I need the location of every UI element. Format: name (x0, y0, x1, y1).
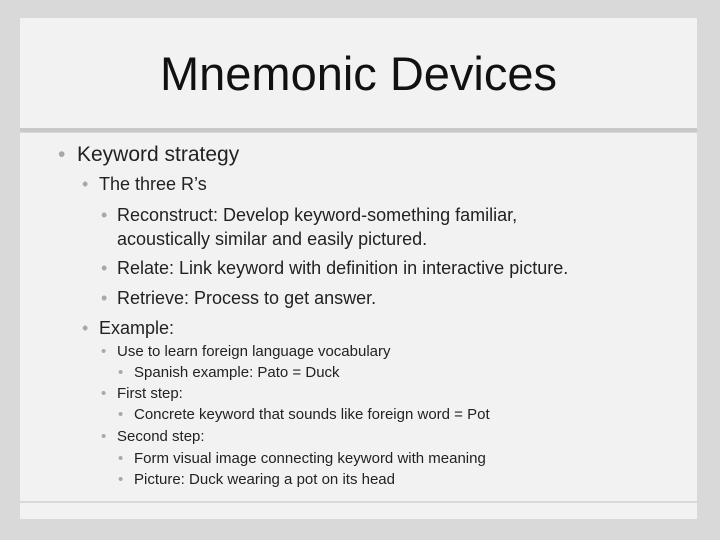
bullet-example: Example: (99, 318, 175, 338)
bullet-spanish-example: Spanish example: Pato = Duck (134, 364, 340, 381)
bullet-reconstruct-line2: acoustically similar and easily pictured. (117, 229, 428, 249)
slide-title: Mnemonic Devices (159, 47, 558, 100)
bullet-reconstruct-line1: Reconstruct: Develop keyword-something familiar, (117, 205, 518, 225)
bullet-dot: • (118, 364, 124, 381)
bullet-first-step: First step: (117, 385, 183, 402)
bullet-dot: • (82, 318, 89, 338)
bullet-retrieve: Retrieve: Process to get answer. (117, 288, 377, 308)
bullet-dot: • (101, 428, 107, 445)
bullet-concrete-keyword: Concrete keyword that sounds like foreign word = Pot (134, 406, 490, 423)
bullet-dot: • (82, 174, 89, 194)
bullet-dot: • (101, 205, 108, 225)
bullet-dot: • (118, 406, 124, 423)
bullet-dot: • (58, 143, 66, 166)
bullet-use-to-learn: Use to learn foreign language vocabulary (117, 343, 391, 360)
bullet-relate: Relate: Link keyword with definition in interactive picture. (117, 258, 569, 278)
title-panel (20, 18, 697, 132)
bullet-form-visual: Form visual image connecting keyword with meaning (134, 450, 486, 467)
bullet-keyword-strategy: Keyword strategy (77, 143, 240, 166)
bullet-three-rs: The three R’s (99, 174, 207, 194)
bullet-picture: Picture: Duck wearing a pot on its head (134, 471, 395, 488)
footer-panel (20, 503, 697, 519)
bullet-dot: • (101, 288, 108, 308)
bullet-dot: • (118, 450, 124, 467)
bullet-second-step: Second step: (117, 428, 205, 445)
bullet-dot: • (101, 258, 108, 278)
bullet-dot: • (101, 385, 107, 402)
bullet-dot: • (118, 471, 124, 488)
bullet-dot: • (101, 343, 107, 360)
